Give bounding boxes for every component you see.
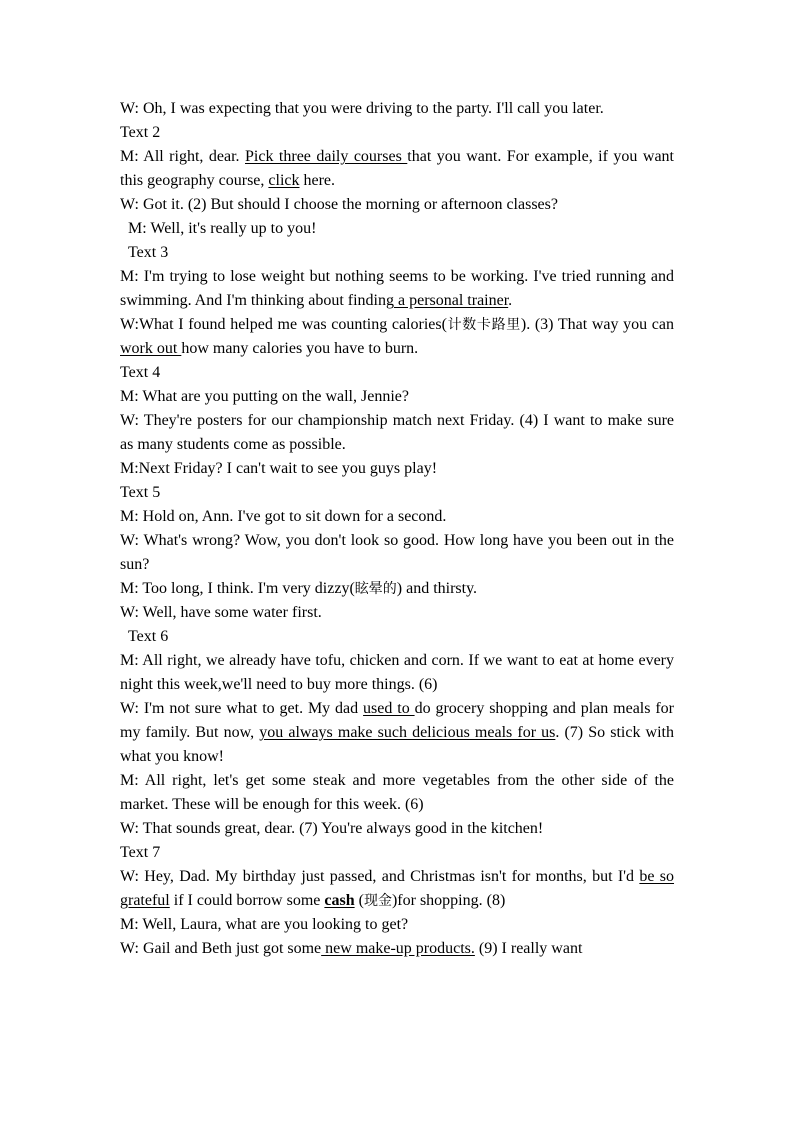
chinese-gloss: 现金: [363, 893, 392, 909]
text-segment: W: Got it. (2) But should I choose the morning or afternoon classes?: [120, 196, 558, 213]
text-segment: ) and thirsty.: [396, 580, 478, 597]
text-segment: . (7) So stick with what you know!: [120, 724, 675, 765]
transcript-line: [120, 409, 674, 457]
transcript-line: [120, 241, 674, 265]
transcript-line: [120, 145, 674, 193]
text-segment: M: Well, Laura, what are you looking to get?: [120, 916, 409, 933]
underlined-phrase: new make-up products.: [321, 940, 475, 957]
underlined-phrase: cash: [324, 892, 355, 909]
text-segment: here.: [299, 172, 336, 189]
text-segment: M: What are you putting on the wall, Jennie?: [120, 388, 409, 405]
text-segment: M: All right, dear.: [120, 148, 245, 165]
text-segment: (9) I really want: [474, 940, 583, 957]
underlined-phrase: a personal trainer: [394, 292, 509, 309]
chinese-gloss: 眩晕的: [354, 581, 397, 597]
transcript-line: [120, 769, 674, 817]
text-segment: W: Hey, Dad. My birthday just passed, and Christmas isn't for months, but I'd: [120, 868, 640, 885]
text-segment: M:Next Friday? I can't wait to see you guys play!: [120, 460, 438, 477]
text-segment: M: Hold on, Ann. I've got to sit down for a second.: [120, 508, 447, 525]
text-segment: )for shopping. (8): [391, 892, 506, 909]
text-segment: M: I'm trying to lose weight but nothing seems to be working. I've tried running and swimming. And I'm thinking about finding: [120, 268, 674, 309]
text-segment: do grocery shopping and plan meals for my family. But now,: [120, 700, 675, 741]
text-segment: that you want. For example, if you want this geography course,: [120, 148, 674, 189]
text-segment: W: Well, have some water first.: [120, 604, 322, 621]
underlined-phrase: Pick three daily courses: [245, 148, 408, 165]
transcript-body: [120, 97, 674, 961]
transcript-line: [120, 577, 674, 601]
underlined-phrase: click: [268, 172, 300, 189]
transcript-line: [120, 817, 674, 841]
text-segment: Text 3: [128, 244, 169, 261]
text-segment: M: All right, we already have tofu, chicken and corn. If we want to eat at home every night this week,we'll need to buy more things. (6): [120, 652, 674, 693]
transcript-line: [120, 601, 674, 625]
transcript-line: [120, 505, 674, 529]
text-segment: W: They're posters for our championship match next Friday. (4) I want to make sure as many students come as possible.: [120, 412, 674, 453]
transcript-line: [120, 913, 674, 937]
text-segment: if I could borrow some: [169, 892, 325, 909]
transcript-line: [120, 865, 674, 913]
text-segment: Text 4: [120, 364, 161, 381]
text-segment: Text 2: [120, 124, 161, 141]
text-segment: M: Well, it's really up to you!: [128, 220, 317, 237]
transcript-line: [120, 841, 674, 865]
transcript-line: [120, 649, 674, 697]
transcript-line: [120, 97, 674, 121]
transcript-line: [120, 121, 674, 145]
transcript-line: [120, 625, 674, 649]
transcript-line: [120, 313, 674, 361]
text-segment: W: What's wrong? Wow, you don't look so good. How long have you been out in the sun?: [120, 532, 674, 573]
transcript-line: [120, 361, 674, 385]
underlined-phrase: work out: [120, 340, 182, 357]
text-segment: Text 6: [128, 628, 169, 645]
text-segment: ). (3) That way you can: [520, 316, 675, 333]
transcript-line: [120, 697, 674, 769]
transcript-line: [120, 217, 674, 241]
text-segment: W: Gail and Beth just got some: [120, 940, 322, 957]
text-segment: W: Oh, I was expecting that you were driving to the party. I'll call you later.: [120, 100, 604, 117]
text-segment: (: [354, 892, 364, 909]
transcript-line: [120, 385, 674, 409]
underlined-phrase: be so grateful: [120, 868, 675, 909]
transcript-line: [120, 481, 674, 505]
text-segment: .: [508, 292, 513, 309]
underlined-phrase: you always make such delicious meals for us: [259, 724, 556, 741]
text-segment: how many calories you have to burn.: [181, 340, 419, 357]
transcript-line: [120, 193, 674, 217]
transcript-line: [120, 529, 674, 577]
text-segment: W: That sounds great, dear. (7) You're always good in the kitchen!: [120, 820, 544, 837]
transcript-line: [120, 457, 674, 481]
chinese-gloss: 计数卡路里: [446, 317, 521, 333]
text-segment: M: Too long, I think. I'm very dizzy(: [120, 580, 355, 597]
text-segment: Text 7: [120, 844, 161, 861]
transcript-line: [120, 937, 674, 961]
transcript-line: [120, 265, 674, 313]
text-segment: M: All right, let's get some steak and more vegetables from the other side of the market. These will be enough for this week. (6): [120, 772, 674, 813]
text-segment: Text 5: [120, 484, 161, 501]
underlined-phrase: used to: [363, 700, 415, 717]
text-segment: W: I'm not sure what to get. My dad: [120, 700, 364, 717]
text-segment: W:What I found helped me was counting calories(: [120, 316, 447, 333]
